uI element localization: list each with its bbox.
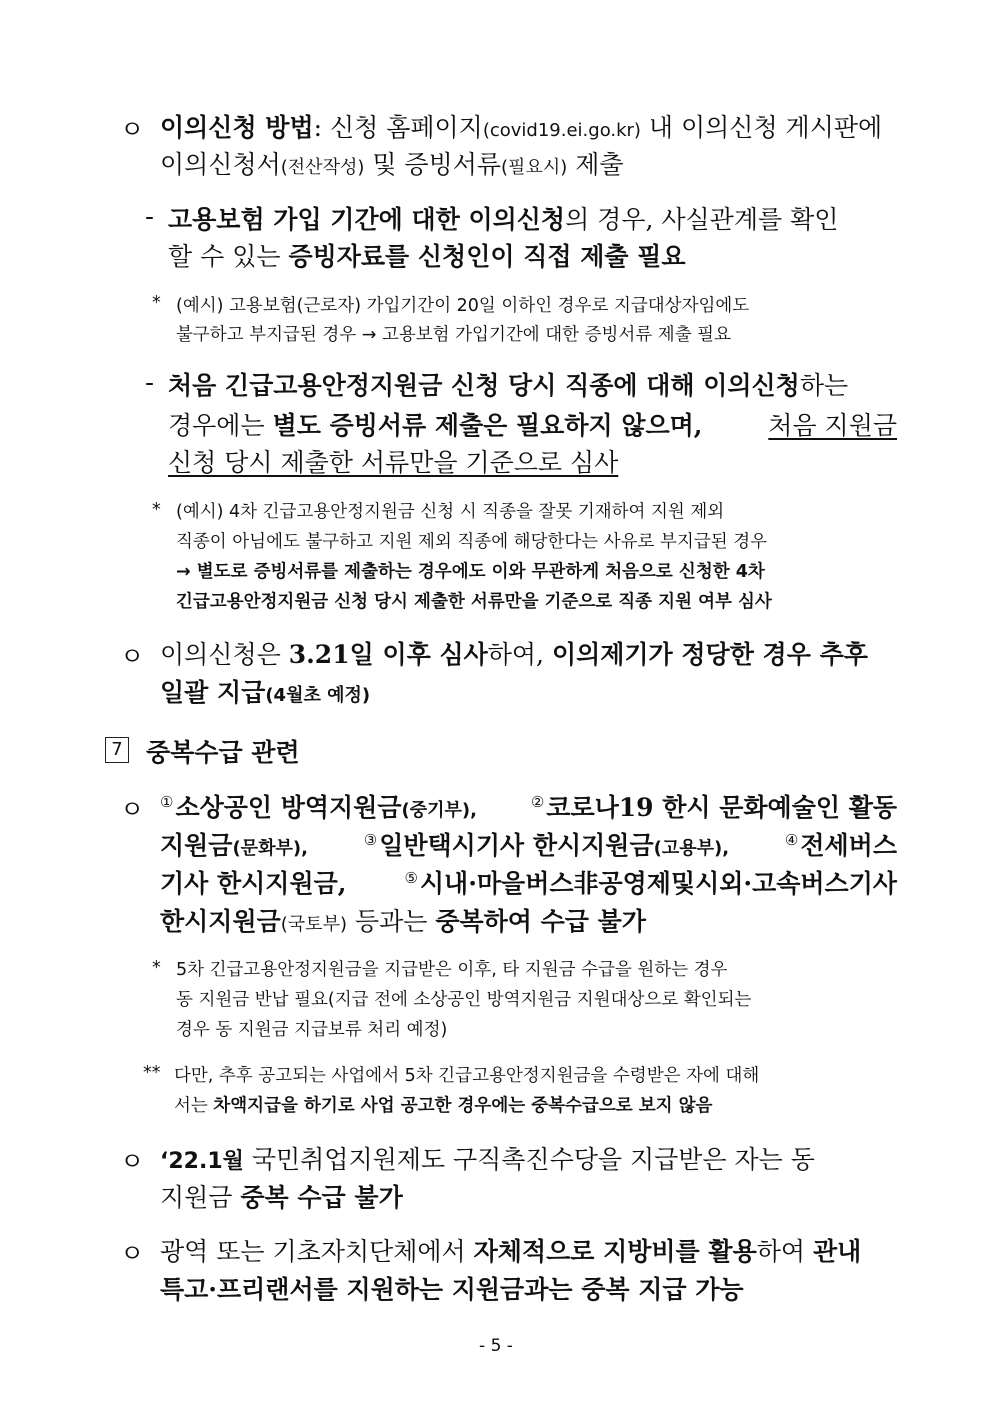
circle-bullet-icon: ㅇ bbox=[120, 1239, 145, 1268]
note-example-2-line-2: 직종이 아님에도 불구하고 지원 제외 직종에 해당한다는 사유로 부지급된 경우 bbox=[176, 532, 768, 552]
note-5th-line-3: 경우 동 지원금 지급보류 처리 예정) bbox=[176, 1020, 448, 1040]
occupation-appeal-line-3: 신청 당시 제출한 서류만을 기준으로 심사 bbox=[168, 448, 619, 477]
circle-bullet-icon: ㅇ bbox=[120, 795, 145, 824]
note-example-2-line-1: (예시) 4차 긴급고용안정지원금 신청 시 직종을 잘못 기재하여 지원 제외 bbox=[176, 502, 725, 522]
occupation-appeal-line-1: 처음 긴급고용안정지원금 신청 당시 직종에 대해 이의신청하는 bbox=[168, 371, 849, 400]
occupation-appeal-line-2: 경우에는 별도 증빙서류 제출은 필요하지 않으며, 처음 지원금 bbox=[168, 411, 897, 440]
duplicate-list-line-4: 한시지원금(국토부) 등과는 중복하여 수급 불가 bbox=[160, 907, 646, 936]
note-example-1-line-2: 불구하고 부지급된 경우 → 고용보험 가입기간에 대한 증빙서류 제출 필요 bbox=[176, 325, 731, 345]
duplicate-list-line-1: ①소상공인 방역지원금(중기부), ②코로나19 한시 문화예술인 활동 bbox=[160, 792, 897, 822]
note-example-2-line-4: 긴급고용안정지원금 신청 당시 제출한 서류만을 기준으로 직종 지원 여부 심사 bbox=[176, 592, 772, 612]
note-5th-line-2: 동 지원금 반납 필요(지급 전에 소상공인 방역지원금 지원대상으로 확인되는 bbox=[176, 990, 752, 1010]
page-number: - 5 - bbox=[479, 1336, 513, 1356]
job-seeking-line-2: 지원금 중복 수급 불가 bbox=[160, 1183, 403, 1212]
local-gov-line-2: 특고·프리랜서를 지원하는 지원금과는 중복 지급 가능 bbox=[160, 1275, 744, 1304]
circle-bullet-icon: ㅇ bbox=[120, 115, 145, 144]
asterisk-note-icon: * bbox=[152, 958, 161, 978]
asterisk-note-icon: * bbox=[152, 500, 161, 520]
duplicate-list-line-2: 지원금(문화부), ③일반택시기사 한시지원금(고용부), ④전세버스 bbox=[160, 830, 897, 860]
appeal-review-line-1: 이의신청은 3.21일 이후 심사하여, 이의제기가 정당한 경우 추후 bbox=[160, 640, 868, 669]
note-exception-line-2: 서는 차액지급을 하기로 사업 공고한 경우에는 중복수급으로 보지 않음 bbox=[174, 1096, 713, 1116]
circle-bullet-icon: ㅇ bbox=[120, 1147, 145, 1176]
job-seeking-line-1: ‘22.1월 국민취업지원제도 구직촉진수당을 지급받은 자는 동 bbox=[160, 1145, 815, 1174]
note-example-2-line-3: → 별도로 증빙서류를 제출하는 경우에도 이와 무관하게 처음으로 신청한 4차 bbox=[176, 562, 765, 582]
appeal-method-line-2: 이의신청서(전산작성) 및 증빙서류(필요시) 제출 bbox=[160, 150, 624, 179]
note-exception-line-1: 다만, 추후 공고되는 사업에서 5차 긴급고용안정지원금을 수령받은 자에 대해 bbox=[174, 1066, 760, 1086]
appeal-review-line-2: 일괄 지급(4월초 예정) bbox=[160, 678, 371, 707]
section-number-box: 7 bbox=[105, 737, 129, 763]
dash-bullet-icon: - bbox=[145, 368, 155, 397]
circle-bullet-icon: ㅇ bbox=[120, 642, 145, 671]
asterisk-note-icon: * bbox=[152, 293, 161, 313]
appeal-method-line-1: 이의신청 방법: 신청 홈페이지(covid19.ei.go.kr) 내 이의신청 게시판에 bbox=[160, 113, 883, 142]
insurance-appeal-line-2: 할 수 있는 증빙자료를 신청인이 직접 제출 필요 bbox=[168, 242, 686, 271]
double-asterisk-note-icon: ** bbox=[143, 1063, 161, 1083]
duplicate-list-line-3: 기사 한시지원금, ⑤시내·마을버스非공영제및시외·고속버스기사 bbox=[160, 868, 897, 898]
dash-bullet-icon: - bbox=[145, 202, 155, 231]
insurance-appeal-line-1: 고용보험 가입 기간에 대한 이의신청의 경우, 사실관계를 확인 bbox=[168, 205, 839, 234]
section-heading: 중복수급 관련 bbox=[146, 738, 300, 767]
note-5th-line-1: 5차 긴급고용안정지원금을 지급받은 이후, 타 지원금 수급을 원하는 경우 bbox=[176, 960, 728, 980]
local-gov-line-1: 광역 또는 기초자치단체에서 자체적으로 지방비를 활용하여 관내 bbox=[160, 1237, 862, 1266]
note-example-1-line-1: (예시) 고용보험(근로자) 가입기간이 20일 이하인 경우로 지급대상자임에도 bbox=[176, 296, 750, 316]
